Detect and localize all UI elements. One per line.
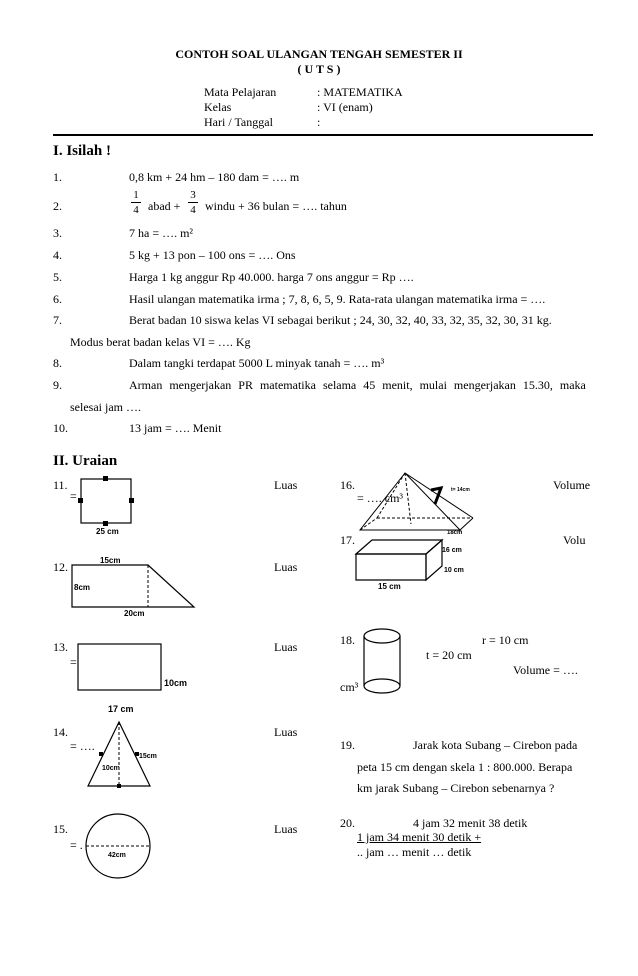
q11-square-figure: [76, 474, 146, 540]
pyramid-base-edge: [460, 518, 473, 530]
q13-number: 13.: [53, 640, 68, 654]
fraction-bar: [188, 202, 198, 203]
page-title: CONTOH SOAL ULANGAN TENGAH SEMESTER II: [175, 47, 463, 61]
q12-luas-label: Luas: [274, 560, 298, 574]
box-side-face: [426, 540, 442, 580]
q2-fraction-2: [188, 189, 198, 216]
q16-pyramid-figure: [355, 470, 485, 538]
q14-continuation: = ….: [70, 739, 95, 753]
q14-number: 14.: [53, 725, 68, 739]
header-divider: [53, 134, 593, 136]
q13-bottom-label: 17 cm: [108, 704, 134, 714]
q15-diam-label: 42cm: [108, 852, 126, 859]
q18-number: 18.: [340, 633, 355, 647]
q7-number: 7.: [53, 313, 62, 327]
q13-luas-label: Luas: [274, 640, 298, 654]
q20-line3: .. jam … menit … detik: [357, 845, 472, 859]
section-uraian-heading: II. Uraian: [53, 453, 118, 469]
tick-mark: [129, 498, 134, 503]
q2-frac2-numerator: 3: [190, 189, 196, 201]
q17-h-label: 16 cm: [442, 547, 462, 554]
q8-text: Dalam tangki terdapat 5000 L minyak tanah = …. m³: [129, 356, 385, 370]
q2-frac1-numerator: 1: [133, 189, 139, 201]
q19-line2: peta 15 cm dengan skela 1 : 800.000. Berapa: [357, 760, 573, 774]
q12-side-label: 8cm: [74, 583, 91, 592]
q17-l-label: 15 cm: [378, 582, 401, 591]
q16-volume-label: Volume: [553, 478, 591, 492]
q12-number: 12.: [53, 560, 68, 574]
pyramid-height-line: [405, 473, 411, 524]
cylinder-bottom: [364, 679, 400, 693]
q1-number: 1.: [53, 170, 62, 184]
q18-radius: r = 10 cm: [482, 633, 529, 647]
q5-text: Harga 1 kg anggur Rp 40.000. harga 7 ons anggur = Rp ….: [129, 270, 414, 284]
rectangle-shape: [78, 644, 161, 690]
q18-unit: cm³: [340, 680, 359, 694]
q11-dim-label: 25 cm: [96, 527, 119, 536]
q20-line2: 1 jam 34 menit 30 detik +: [357, 830, 482, 844]
q14-triangle-figure: [84, 718, 164, 790]
q15-continuation: = .: [70, 838, 83, 852]
q19-line1: Jarak kota Subang – Cirebon pada: [413, 738, 578, 752]
q10-number: 10.: [53, 421, 68, 435]
q3-text: 7 ha = …. m²: [129, 226, 194, 240]
q18-volume: Volume = ….: [513, 663, 578, 677]
q5-number: 5.: [53, 270, 62, 284]
q9-number: 9.: [53, 378, 62, 392]
meta-label-subject: Mata Pelajaran: [204, 85, 277, 99]
q20-number: 20.: [340, 816, 355, 830]
q10-text: 13 jam = …. Menit: [129, 421, 222, 435]
q11-number: 11.: [53, 478, 68, 492]
square-shape: [81, 479, 131, 523]
meta-label-class: Kelas: [204, 100, 232, 114]
q9-continuation: selesai jam ….: [70, 400, 141, 414]
q20-line1: 4 jam 32 menit 38 detik: [413, 816, 528, 830]
tick-mark: [99, 752, 103, 756]
fraction-bar: [131, 202, 141, 203]
page-subtitle: ( U T S ): [297, 62, 341, 76]
tick-mark: [103, 521, 108, 526]
q19-line3: km jarak Subang – Cirebon sebenarnya ?: [357, 781, 555, 795]
q2-frac1-denominator: 4: [133, 204, 139, 216]
tick-mark: [103, 476, 108, 481]
q16-t-label: t= 14cm: [451, 487, 470, 493]
q16-continuation: = …. cm³: [357, 491, 404, 505]
q11-continuation: =: [70, 489, 77, 503]
q12-bottom-label: 20cm: [124, 609, 145, 617]
q16-number: 16.: [340, 478, 355, 492]
q12-trapezoid-figure: [70, 555, 200, 617]
pyramid-hidden-edge: [377, 473, 405, 518]
pyramid-front-face: [360, 473, 460, 530]
q6-number: 6.: [53, 292, 62, 306]
meta-label-date: Hari / Tanggal: [204, 115, 273, 129]
q3-number: 3.: [53, 226, 62, 240]
meta-value-subject: : MATEMATIKA: [317, 85, 403, 99]
q15-luas-label: Luas: [274, 822, 298, 836]
trapezoid-shape: [72, 565, 194, 607]
q8-number: 8.: [53, 356, 62, 370]
q4-text: 5 kg + 13 pon – 100 ons = …. Ons: [129, 248, 296, 262]
q15-number: 15.: [53, 822, 68, 836]
q2-text: windu + 36 bulan = …. tahun: [205, 199, 347, 213]
q17-w-label: 10 cm: [444, 567, 464, 574]
q17-number: 17.: [340, 533, 355, 547]
tick-mark: [78, 498, 83, 503]
q6-text: Hasil ulangan matematika irma ; 7, 8, 6, 5, 9. Rata-rata ulangan matematika irma = ….: [129, 292, 546, 306]
q13-rectangle-figure: [76, 640, 236, 715]
q7-continuation: Modus berat badan kelas VI = …. Kg: [70, 335, 251, 349]
q16-base-label: 18cm: [447, 530, 463, 536]
q14-height-label: 10cm: [102, 765, 120, 772]
q2-fraction-1: [131, 189, 141, 216]
q17-box-figure: [352, 530, 482, 592]
section-isian-heading: I. Isilah !: [53, 143, 111, 159]
q2-frac2-denominator: 4: [190, 204, 196, 216]
q7-text: Berat badan 10 siswa kelas VI sebagai berikut ; 24, 30, 32, 40, 33, 32, 35, 32, 30, 31 kg.: [129, 313, 552, 327]
q11-luas-label: Luas: [274, 478, 298, 492]
q1-text: 0,8 km + 24 hm – 180 dam = …. m: [129, 170, 300, 184]
q2-mid-text: abad +: [148, 199, 181, 213]
q14-side-label: 15cm: [139, 753, 157, 760]
tick-mark: [117, 784, 121, 788]
box-front-face: [356, 554, 426, 580]
q19-number: 19.: [340, 738, 355, 752]
q15-circle-figure: [82, 812, 158, 880]
q4-number: 4.: [53, 248, 62, 262]
q13-side-label: 10cm: [164, 678, 188, 688]
meta-value-date: :: [317, 115, 321, 129]
meta-value-class: : VI (enam): [317, 100, 373, 114]
cylinder-top: [364, 629, 400, 643]
q9-text: Arman mengerjakan PR matematika selama 45 menit, mulai mengerjakan 15.30, maka: [129, 378, 586, 392]
q17-volume-label: Volu: [563, 533, 586, 547]
q13-continuation: =: [70, 655, 77, 669]
q18-height: t = 20 cm: [426, 648, 472, 662]
q12-top-label: 15cm: [100, 556, 121, 565]
q14-luas-label: Luas: [274, 725, 298, 739]
q18-cylinder-figure: [360, 626, 404, 698]
q2-number: 2.: [53, 199, 62, 213]
